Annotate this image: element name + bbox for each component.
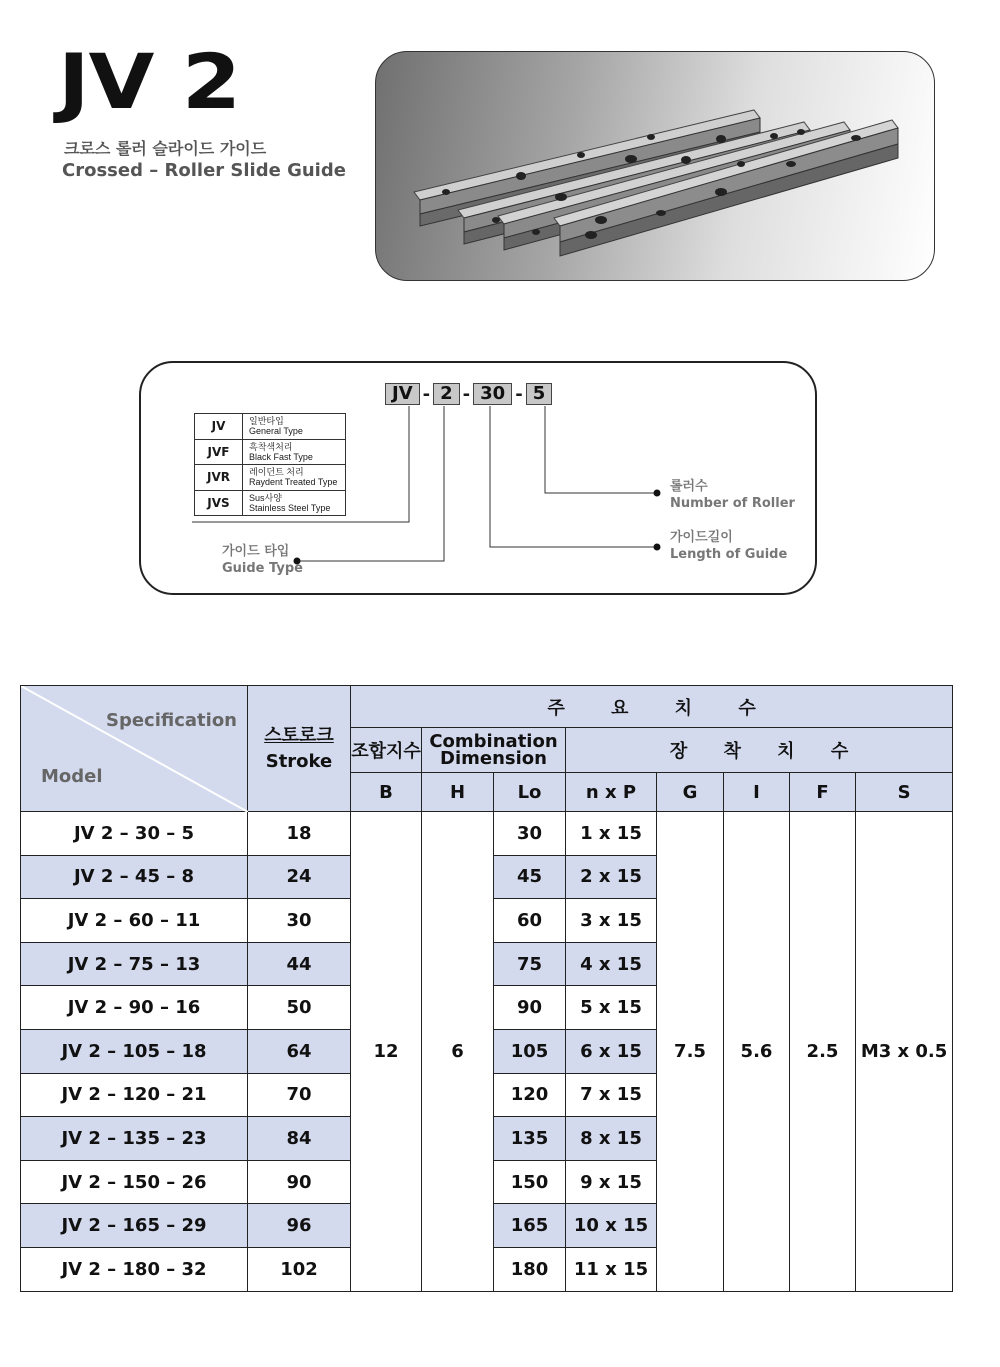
- stroke-cell: 44: [248, 942, 351, 986]
- code-part-type: JV: [385, 383, 420, 405]
- type-ko: 흑착색처리: [249, 441, 293, 452]
- col-header-s: S: [856, 773, 953, 812]
- col-header-i: I: [724, 773, 790, 812]
- code-dash: -: [422, 383, 431, 405]
- i-cell: 5.6: [724, 812, 790, 1292]
- col-header-h: H: [422, 773, 494, 812]
- stroke-cell: 84: [248, 1117, 351, 1161]
- stroke-cell: 64: [248, 1029, 351, 1073]
- lo-cell: 180: [494, 1247, 566, 1291]
- f-cell: 2.5: [790, 812, 856, 1292]
- lo-cell: 165: [494, 1204, 566, 1248]
- type-ko: Sus사양: [249, 492, 282, 503]
- col-header-np: n x P: [566, 773, 657, 812]
- combination-dimension-header: Combination Dimension: [422, 728, 566, 773]
- lo-cell: 150: [494, 1160, 566, 1204]
- np-cell: 5 x 15: [566, 986, 657, 1030]
- lo-cell: 60: [494, 899, 566, 943]
- model-cell: JV 2 – 90 – 16: [21, 986, 248, 1030]
- np-cell: 4 x 15: [566, 942, 657, 986]
- lo-cell: 90: [494, 986, 566, 1030]
- stroke-cell: 18: [248, 812, 351, 856]
- type-en: Raydent Treated Type: [249, 477, 338, 488]
- stroke-cell: 96: [248, 1204, 351, 1248]
- main-dimension-header: 주 요 치 수: [351, 686, 953, 728]
- type-en: Black Fast Type: [249, 451, 313, 462]
- model-cell: JV 2 – 30 – 5: [21, 812, 248, 856]
- model-cell: JV 2 – 75 – 13: [21, 942, 248, 986]
- code-part-rollers: 5: [526, 383, 553, 405]
- specification-label: Specification: [105, 710, 237, 731]
- type-code: JVF: [195, 439, 243, 465]
- np-cell: 6 x 15: [566, 1029, 657, 1073]
- np-cell: 8 x 15: [566, 1117, 657, 1161]
- col-header-b: B: [351, 773, 422, 812]
- col-header-lo: Lo: [494, 773, 566, 812]
- np-cell: 3 x 15: [566, 899, 657, 943]
- stroke-cell: 70: [248, 1073, 351, 1117]
- np-cell: 11 x 15: [566, 1247, 657, 1291]
- model-label: Model: [41, 766, 103, 787]
- model-cell: JV 2 – 120 – 21: [21, 1073, 248, 1117]
- np-cell: 2 x 15: [566, 855, 657, 899]
- lo-cell: 30: [494, 812, 566, 856]
- roller-count-label: 롤러수 Number of Roller: [670, 479, 795, 511]
- lo-cell: 75: [494, 942, 566, 986]
- stroke-cell: 102: [248, 1247, 351, 1291]
- code-dash: -: [462, 383, 471, 405]
- model-cell: JV 2 – 45 – 8: [21, 855, 248, 899]
- type-code: JVS: [195, 490, 243, 516]
- code-part-size: 2: [433, 383, 460, 405]
- col-header-f: F: [790, 773, 856, 812]
- model-cell: JV 2 – 180 – 32: [21, 1247, 248, 1291]
- subtitle-english: Crossed – Roller Slide Guide: [62, 160, 346, 181]
- table-corner-header: [21, 686, 248, 812]
- stroke-cell: 90: [248, 1160, 351, 1204]
- guide-type-label: 가이드 타입 Guide Type: [222, 544, 303, 576]
- guide-length-label: 가이드길이 Length of Guide: [670, 530, 788, 562]
- model-cell: JV 2 – 150 – 26: [21, 1160, 248, 1204]
- lo-cell: 120: [494, 1073, 566, 1117]
- type-code: JV: [195, 414, 243, 440]
- code-part-length: 30: [473, 383, 512, 405]
- np-cell: 7 x 15: [566, 1073, 657, 1117]
- model-cell: JV 2 – 165 – 29: [21, 1204, 248, 1248]
- stroke-cell: 24: [248, 855, 351, 899]
- page-title: JV 2: [58, 37, 240, 126]
- spec-table: [20, 685, 953, 1292]
- model-cell: JV 2 – 135 – 23: [21, 1117, 248, 1161]
- g-cell: 7.5: [657, 812, 724, 1292]
- b-cell: 12: [351, 812, 422, 1292]
- type-code: JVR: [195, 465, 243, 491]
- table-row: [21, 812, 953, 856]
- lo-cell: 105: [494, 1029, 566, 1073]
- stroke-cell: 30: [248, 899, 351, 943]
- stroke-cell: 50: [248, 986, 351, 1030]
- type-en: Stainless Steel Type: [249, 502, 331, 513]
- model-cell: JV 2 – 105 – 18: [21, 1029, 248, 1073]
- s-cell: M3 x 0.5: [856, 812, 953, 1292]
- np-cell: 10 x 15: [566, 1204, 657, 1248]
- type-ko: 일반타입: [249, 416, 284, 427]
- mounting-dimension-header: 장 착 치 수: [566, 728, 953, 773]
- model-cell: JV 2 – 60 – 11: [21, 899, 248, 943]
- lo-cell: 45: [494, 855, 566, 899]
- code-dash: -: [515, 383, 523, 405]
- stroke-header: 스토로크 Stroke: [248, 686, 351, 812]
- type-en: General Type: [249, 426, 303, 437]
- col-header-g: G: [657, 773, 724, 812]
- np-cell: 9 x 15: [566, 1160, 657, 1204]
- subtitle-korean: 크로스 롤러 슬라이드 가이드: [64, 139, 267, 158]
- np-cell: 1 x 15: [566, 812, 657, 856]
- lo-cell: 135: [494, 1117, 566, 1161]
- h-cell: 6: [422, 812, 494, 1292]
- combination-ko-header: 조합지수: [351, 728, 422, 773]
- type-ko: 레이던트 처리: [249, 467, 304, 478]
